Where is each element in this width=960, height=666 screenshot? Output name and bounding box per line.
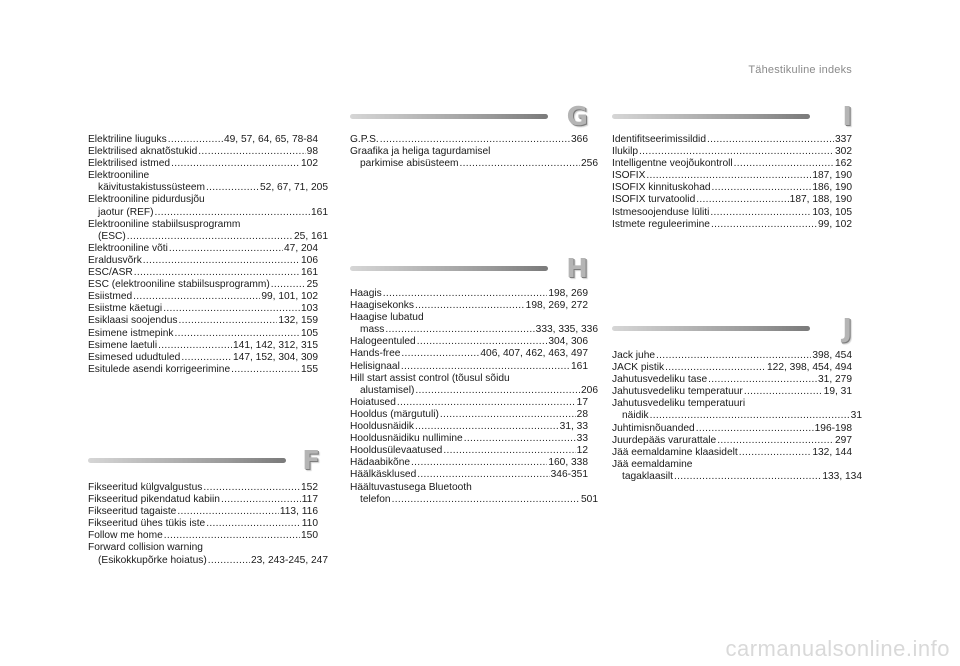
leader-dots <box>712 182 812 194</box>
index-entry-heading: Hill start assist control (tõusul sõidu <box>350 372 510 384</box>
index-entry <box>350 348 588 360</box>
section-letter: H <box>566 254 588 284</box>
leader-dots <box>181 352 232 364</box>
index-entry-pages: 162 <box>835 158 852 170</box>
index-entry-pages: 256 <box>581 158 598 170</box>
section-header-f <box>88 446 320 476</box>
index-entry-pages: 187, 188, 190 <box>789 194 852 206</box>
leader-dots <box>411 457 547 469</box>
index-entry <box>612 423 852 435</box>
index-entry-term: telefon <box>360 493 391 505</box>
index-entry-term: käivitustakistussüsteem <box>98 182 206 194</box>
index-entry-pages: 206 <box>581 384 598 396</box>
leader-dots <box>696 194 788 206</box>
index-entry <box>612 435 852 447</box>
index-entry <box>88 303 318 315</box>
index-entry-heading: Elektrooniline stabiilsusprogramm <box>88 218 241 230</box>
index-entry-pages: 103 <box>301 303 318 315</box>
index-section-i <box>612 134 852 231</box>
index-entry <box>612 207 852 219</box>
index-entry <box>88 315 318 327</box>
index-entry-term: Helisignaal <box>350 360 400 372</box>
index-entry <box>612 219 852 231</box>
leader-dots <box>734 158 834 170</box>
index-entry-pages: 47, 204 <box>284 242 318 254</box>
index-entry-term: Hands-free <box>350 348 401 360</box>
index-entry <box>612 146 852 158</box>
leader-dots <box>417 469 549 481</box>
index-entry-pages: 133, 134 <box>822 470 862 482</box>
section-divider-bar <box>88 458 286 463</box>
index-entry <box>350 457 588 469</box>
index-entry <box>350 361 588 373</box>
leader-dots <box>708 374 817 386</box>
index-entry <box>612 158 852 170</box>
index-entry <box>88 328 318 340</box>
index-section-f <box>88 482 328 567</box>
section-divider-bar <box>612 114 810 119</box>
index-entry-term: Eraldusvõrk <box>88 254 142 266</box>
index-entry-pages: 12 <box>576 445 588 457</box>
index-entry-term: Halogeentuled <box>350 336 416 348</box>
index-entry <box>612 134 852 146</box>
index-entry-term: (ESC) <box>98 230 126 242</box>
index-entry-term: Intelligentne veojõukontroll <box>612 158 733 170</box>
index-entry-term: Esimene istmepink <box>88 327 174 339</box>
leader-dots <box>198 146 305 158</box>
section-divider-bar <box>350 266 548 271</box>
index-entry-pages: 337 <box>835 134 852 145</box>
leader-dots <box>221 494 301 506</box>
leader-dots <box>464 433 576 445</box>
index-entry-pages: 103, 105 <box>812 206 852 218</box>
leader-dots <box>163 303 300 315</box>
leader-dots <box>401 348 479 360</box>
leader-dots <box>203 482 300 494</box>
index-entry-pages: 161 <box>571 360 588 372</box>
leader-dots <box>385 324 534 336</box>
index-entry <box>88 158 318 170</box>
index-entry-term: Jahutusvedeliku temperatuur <box>612 386 743 398</box>
index-entry-pages: 132, 159 <box>278 315 318 327</box>
index-entry-term: ISOFIX turvatoolid <box>612 194 696 206</box>
index-entry-pages: 113, 116 <box>279 506 318 518</box>
index-entry <box>350 146 598 170</box>
leader-dots <box>696 423 814 435</box>
index-entry-term: Esitulede asendi korrigeerimine <box>88 363 231 375</box>
index-entry-pages: 147, 152, 304, 309 <box>233 351 318 363</box>
index-entry-term: Esimesed ududtuled <box>88 351 181 363</box>
index-entry-term: Esiistme käetugi <box>88 303 163 315</box>
index-entry-term: Haagis <box>350 288 382 299</box>
leader-dots <box>639 146 834 158</box>
index-entry-term: Elektrooniline võti <box>88 242 168 254</box>
index-entry <box>88 482 318 494</box>
index-entry <box>350 372 598 397</box>
section-header-i <box>612 102 852 132</box>
index-entry-term: Jää eemaldamine klaasidelt <box>612 446 738 458</box>
index-entry-pages: 366 <box>571 134 588 145</box>
index-entry <box>350 421 588 433</box>
index-entry-heading: Elektrooniline <box>88 170 150 182</box>
index-entry-pages: 304, 306 <box>548 336 588 348</box>
section-letter: I <box>842 102 852 132</box>
index-entry-pages: 49, 57, 64, 65, 78-84 <box>223 134 318 145</box>
index-entry-pages: 150 <box>301 530 318 542</box>
leader-dots <box>650 410 850 422</box>
index-entry-heading: Elektrooniline pidurdusjõu <box>88 194 205 206</box>
section-header-h <box>350 254 588 284</box>
leader-dots <box>674 471 821 483</box>
index-entry-pages: 398, 454 <box>812 350 852 361</box>
index-entry-term: Elektriline liuguks <box>88 134 167 145</box>
index-entry-pages: 196-198 <box>814 422 852 434</box>
leader-dots <box>127 231 293 243</box>
index-entry-term: alustamisel) <box>360 384 415 396</box>
index-entry-term: (Esikokkupõrke hoiatus) <box>98 554 207 566</box>
index-entry <box>350 469 588 481</box>
index-entry <box>612 458 862 483</box>
index-entry-term: Hoiatused <box>350 396 396 408</box>
leader-dots <box>133 291 260 303</box>
index-entry-term: jaotur (REF) <box>98 206 154 218</box>
index-entry-term: ISOFIX <box>612 170 646 182</box>
index-entry-heading: Forward collision warning <box>88 542 203 554</box>
index-entry <box>350 433 588 445</box>
index-entry <box>88 243 318 255</box>
index-entry <box>612 374 852 386</box>
index-entry-pages: 152 <box>301 482 318 493</box>
index-entry-term: Haagisekonks <box>350 300 414 312</box>
leader-dots <box>175 328 301 340</box>
leader-dots <box>440 409 576 421</box>
index-entry-term: Identifitseerimissildid <box>612 134 706 145</box>
leader-dots <box>383 288 548 300</box>
index-entry <box>612 362 852 374</box>
index-entry-pages: 302 <box>835 146 852 158</box>
section-header-g <box>350 102 588 132</box>
index-entry-pages: 110 <box>301 518 318 530</box>
leader-dots <box>415 385 580 397</box>
index-entry-term: Jack juhe <box>612 350 656 361</box>
index-entry <box>350 481 598 506</box>
leader-dots <box>171 158 300 170</box>
index-entry-pages: 106 <box>301 254 318 266</box>
index-entry <box>88 364 318 376</box>
index-entry <box>88 134 318 146</box>
leader-dots <box>665 362 766 374</box>
watermark: carmanualsonline.info <box>725 636 950 661</box>
index-entry-term: Esiistmed <box>88 291 133 303</box>
index-entry-term: Fikseeritud ühes tükis iste <box>88 518 206 530</box>
index-entry-pages: 333, 335, 336 <box>535 324 598 336</box>
index-entry-pages: 99, 101, 102 <box>261 291 318 303</box>
leader-dots <box>206 182 259 194</box>
leader-dots <box>168 134 223 146</box>
index-entry <box>350 288 588 300</box>
index-entry-pages: 17 <box>576 396 588 408</box>
index-entry <box>88 170 328 194</box>
page-header-title: Tähestikuline indeks <box>748 64 852 76</box>
index-entry <box>88 506 318 518</box>
index-entry-pages: 161 <box>311 206 328 218</box>
leader-dots <box>401 361 570 373</box>
index-entry-heading: Häältuvastusega Bluetooth <box>350 481 472 493</box>
index-entry-term: näidik <box>622 410 649 422</box>
index-entry-term: Juhtimisnõuanded <box>612 422 695 434</box>
leader-dots <box>711 219 817 231</box>
index-entry-pages: 102 <box>301 158 318 170</box>
leader-dots <box>134 267 300 279</box>
index-entry <box>88 340 318 352</box>
leader-dots <box>208 555 250 567</box>
index-entry-term: Elektrilised istmed <box>88 158 171 170</box>
index-entry-term: Fikseeritud tagaiste <box>88 506 177 518</box>
index-entry <box>88 352 318 364</box>
index-entry <box>612 170 852 182</box>
index-entry <box>88 518 318 530</box>
index-entry-pages: 141, 142, 312, 315 <box>233 339 318 351</box>
index-entry-pages: 99, 102 <box>818 218 852 230</box>
index-entry <box>88 279 318 291</box>
index-entry-pages: 31, 33 <box>559 421 588 433</box>
index-entry-term: parkimise abisüsteem <box>360 158 459 170</box>
section-letter: F <box>302 446 320 476</box>
index-entry-pages: 117 <box>301 494 318 506</box>
index-entry-term: Hooldusnäidik <box>350 421 414 433</box>
index-entry <box>612 194 852 206</box>
index-entry-heading: Jahutusvedeliku temperatuuri <box>612 398 746 410</box>
index-entry <box>350 397 588 409</box>
index-entry-pages: 161 <box>301 267 318 279</box>
section-divider-bar <box>612 326 810 331</box>
index-entry-pages: 28 <box>576 408 588 420</box>
section-header-j <box>612 314 852 344</box>
leader-dots <box>443 445 575 457</box>
index-entry-heading: Jää eemaldamine <box>612 458 693 470</box>
leader-dots <box>656 350 811 362</box>
leader-dots <box>739 447 812 459</box>
index-entry <box>88 267 318 279</box>
index-entry-heading: Haagise lubatud <box>350 312 424 324</box>
index-entry-pages: 406, 407, 462, 463, 497 <box>480 348 588 360</box>
index-entry-pages: 98 <box>306 146 318 158</box>
index-entry-heading: Graafika ja heliga tagurdamisel <box>350 146 491 158</box>
index-entry-pages: 187, 190 <box>812 170 852 182</box>
index-entry <box>88 218 328 243</box>
index-entry-term: mass <box>360 324 385 336</box>
index-entry-term: Hooldusnäidiku nullimine <box>350 433 463 445</box>
index-entry-term: ISOFIX kinnituskohad <box>612 182 711 194</box>
index-entry-term: JACK pistik <box>612 362 665 374</box>
leader-dots <box>154 207 310 219</box>
index-entry <box>350 300 588 312</box>
leader-dots <box>460 158 580 170</box>
leader-dots <box>206 518 301 530</box>
leader-dots <box>177 506 279 518</box>
index-entry <box>612 398 862 422</box>
index-entry-pages: 122, 398, 454, 494 <box>767 362 852 374</box>
leader-dots <box>392 494 580 506</box>
leader-dots <box>710 207 811 219</box>
index-entry-term: Istmesoojenduse lüliti <box>612 206 710 218</box>
leader-dots <box>231 364 300 376</box>
index-entry-pages: 105 <box>301 327 318 339</box>
leader-dots <box>271 279 306 291</box>
section-letter: G <box>566 102 588 132</box>
index-entry-term: Fikseeritud külgvalgustus <box>88 482 203 493</box>
index-entry-term: Hooldusülevaatused <box>350 445 443 457</box>
index-entry-pages: 198, 269, 272 <box>525 300 588 312</box>
index-entry <box>350 134 588 146</box>
index-entry <box>88 146 318 158</box>
index-entry <box>612 447 852 459</box>
index-entry-term: Follow me home <box>88 530 163 542</box>
index-entry-pages: 33 <box>576 433 588 445</box>
index-entry-pages: 25 <box>306 279 318 291</box>
leader-dots <box>143 255 300 267</box>
index-entry <box>350 409 588 421</box>
index-entry <box>350 445 588 457</box>
index-entry-pages: 198, 269 <box>548 288 588 299</box>
index-entry <box>88 194 328 218</box>
index-entry-term: G.P.S. <box>350 134 379 145</box>
index-entry <box>88 494 318 506</box>
index-entry <box>88 530 318 542</box>
leader-dots <box>417 336 548 348</box>
leader-dots <box>380 134 570 146</box>
index-entry-pages: 31, 279 <box>818 374 852 386</box>
index-entry <box>350 336 588 348</box>
index-entry-term: Fikseeritud pikendatud kabiin <box>88 494 220 506</box>
leader-dots <box>415 300 525 312</box>
index-entry-term: Ilukilp <box>612 146 639 158</box>
index-entry-pages: 160, 338 <box>548 457 588 469</box>
leader-dots <box>744 386 823 398</box>
index-entry <box>88 291 318 303</box>
index-entry <box>612 182 852 194</box>
index-entry-term: Esiklaasi soojendus <box>88 315 178 327</box>
index-entry-pages: 132, 144 <box>812 446 852 458</box>
index-entry-pages: 501 <box>581 493 598 505</box>
leader-dots <box>397 397 576 409</box>
leader-dots <box>178 315 277 327</box>
leader-dots <box>164 530 300 542</box>
index-section-e <box>88 134 328 376</box>
index-entry <box>350 312 598 336</box>
index-entry-term: tagaklaasilt <box>622 470 673 482</box>
leader-dots <box>646 170 811 182</box>
index-entry-term: ESC/ASR <box>88 267 133 279</box>
index-entry-pages: 19, 31 <box>823 386 852 398</box>
index-entry-term: Istmete reguleerimine <box>612 218 710 230</box>
index-entry <box>612 386 852 398</box>
index-entry-pages: 25, 161 <box>294 230 328 242</box>
leader-dots <box>717 435 834 447</box>
section-letter: J <box>842 314 852 344</box>
index-entry <box>88 542 328 566</box>
leader-dots <box>707 134 834 146</box>
index-entry-pages: 31 <box>850 410 862 422</box>
index-entry-term: Elektrilised aknatõstukid <box>88 146 198 158</box>
leader-dots <box>169 243 283 255</box>
index-entry-pages: 186, 190 <box>812 182 852 194</box>
index-entry-term: Juurdepääs varurattale <box>612 434 717 446</box>
index-entry <box>612 350 852 362</box>
index-entry-term: Häälkäsklused <box>350 469 417 481</box>
index-entry-term: Hooldus (märgutuli) <box>350 408 439 420</box>
index-section-h <box>350 288 598 506</box>
index-entry-pages: 52, 67, 71, 205 <box>260 182 328 194</box>
index-entry-pages: 297 <box>835 434 852 446</box>
index-entry-pages: 155 <box>301 363 318 375</box>
section-divider-bar <box>350 114 548 119</box>
index-entry-term: Esimene laetuli <box>88 339 158 351</box>
index-entry-term: Jahutusvedeliku tase <box>612 374 708 386</box>
leader-dots <box>415 421 559 433</box>
index-entry-term: ESC (elektrooniline stabiilsusprogramm) <box>88 279 270 291</box>
leader-dots <box>158 340 232 352</box>
index-entry-pages: 346-351 <box>550 469 588 481</box>
index-entry <box>88 255 318 267</box>
index-entry-pages: 23, 243-245, 247 <box>250 554 328 566</box>
index-entry-term: Hädaabikõne <box>350 457 411 469</box>
index-section-j <box>612 350 862 483</box>
index-section-g <box>350 134 598 170</box>
